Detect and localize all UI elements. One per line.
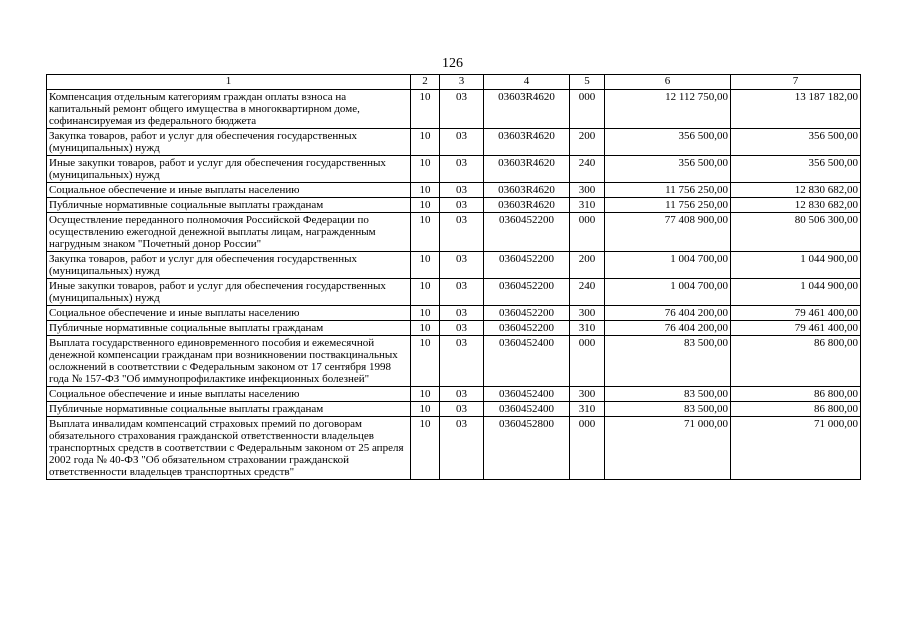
subsection-code-cell: 03 — [440, 279, 484, 306]
target-article-cell: 0360452200 — [484, 213, 570, 252]
amount-year1-cell: 11 756 250,00 — [605, 183, 731, 198]
row-name-cell: Выплата государственного единовременного пособия и ежемесячной денежной компенсации гражданам при возникновении поствакцинальных осложнений в соответствии с Федеральным законом от 17 сентября 1998 года № 157-ФЗ "Об иммунопрофилактике инфекционных болезней" — [47, 336, 411, 387]
amount-year2-cell: 79 461 400,00 — [731, 321, 861, 336]
target-article-cell: 03603R4620 — [484, 183, 570, 198]
table-row — [47, 417, 861, 480]
section-code-cell: 10 — [411, 417, 440, 480]
target-article-cell: 03603R4620 — [484, 156, 570, 183]
amount-year1-cell: 71 000,00 — [605, 417, 731, 480]
subsection-code-cell: 03 — [440, 129, 484, 156]
target-article-cell: 0360452200 — [484, 321, 570, 336]
expense-type-cell: 310 — [570, 321, 605, 336]
row-name-cell: Социальное обеспечение и иные выплаты населению — [47, 183, 411, 198]
row-name-cell: Публичные нормативные социальные выплаты гражданам — [47, 321, 411, 336]
table-row — [47, 336, 861, 387]
row-name-cell: Выплата инвалидам компенсаций страховых премий по договорам обязательного страхования гражданской ответственности владельцев транспортных средств в соответствии с Федеральным законом от 25 апреля 2002 года № 40-ФЗ "Об обязательном страховании гражданской ответственности владельцев транспортных средств" — [47, 417, 411, 480]
expense-type-cell: 300 — [570, 387, 605, 402]
amount-year2-cell: 356 500,00 — [731, 129, 861, 156]
amount-year2-cell: 356 500,00 — [731, 156, 861, 183]
amount-year2-cell: 13 187 182,00 — [731, 90, 861, 129]
table-row — [47, 213, 861, 252]
column-header: 3 — [440, 75, 484, 90]
row-name-cell: Компенсация отдельным категориям граждан оплаты взноса на капитальный ремонт общего имущества в многоквартирном доме, софинансируемая из федерального бюджета — [47, 90, 411, 129]
subsection-code-cell: 03 — [440, 183, 484, 198]
subsection-code-cell: 03 — [440, 252, 484, 279]
table-row — [47, 306, 861, 321]
amount-year2-cell: 1 044 900,00 — [731, 252, 861, 279]
expense-type-cell: 300 — [570, 306, 605, 321]
expense-type-cell: 000 — [570, 336, 605, 387]
subsection-code-cell: 03 — [440, 402, 484, 417]
subsection-code-cell: 03 — [440, 306, 484, 321]
section-code-cell: 10 — [411, 387, 440, 402]
row-name-cell: Публичные нормативные социальные выплаты гражданам — [47, 402, 411, 417]
target-article-cell: 0360452800 — [484, 417, 570, 480]
row-name-cell: Закупка товаров, работ и услуг для обеспечения государственных (муниципальных) нужд — [47, 129, 411, 156]
expense-type-cell: 200 — [570, 252, 605, 279]
table-row — [47, 252, 861, 279]
amount-year2-cell: 1 044 900,00 — [731, 279, 861, 306]
amount-year1-cell: 77 408 900,00 — [605, 213, 731, 252]
column-header: 5 — [570, 75, 605, 90]
table-row — [47, 198, 861, 213]
section-code-cell: 10 — [411, 336, 440, 387]
column-header: 1 — [47, 75, 411, 90]
column-header: 4 — [484, 75, 570, 90]
amount-year1-cell: 1 004 700,00 — [605, 279, 731, 306]
subsection-code-cell: 03 — [440, 336, 484, 387]
section-code-cell: 10 — [411, 306, 440, 321]
section-code-cell: 10 — [411, 156, 440, 183]
subsection-code-cell: 03 — [440, 198, 484, 213]
amount-year1-cell: 76 404 200,00 — [605, 306, 731, 321]
row-name-cell: Закупка товаров, работ и услуг для обеспечения государственных (муниципальных) нужд — [47, 252, 411, 279]
target-article-cell: 0360452400 — [484, 402, 570, 417]
amount-year1-cell: 356 500,00 — [605, 156, 731, 183]
row-name-cell: Социальное обеспечение и иные выплаты населению — [47, 306, 411, 321]
subsection-code-cell: 03 — [440, 417, 484, 480]
table-row — [47, 183, 861, 198]
section-code-cell: 10 — [411, 402, 440, 417]
section-code-cell: 10 — [411, 183, 440, 198]
amount-year2-cell: 71 000,00 — [731, 417, 861, 480]
expense-type-cell: 000 — [570, 417, 605, 480]
amount-year1-cell: 83 500,00 — [605, 402, 731, 417]
column-header: 2 — [411, 75, 440, 90]
table-row — [47, 156, 861, 183]
table-row — [47, 387, 861, 402]
row-name-cell: Иные закупки товаров, работ и услуг для обеспечения государственных (муниципальных) нужд — [47, 156, 411, 183]
table-row — [47, 129, 861, 156]
expense-type-cell: 310 — [570, 198, 605, 213]
column-number-row — [47, 75, 861, 90]
table-row — [47, 402, 861, 417]
subsection-code-cell: 03 — [440, 156, 484, 183]
subsection-code-cell: 03 — [440, 321, 484, 336]
amount-year1-cell: 11 756 250,00 — [605, 198, 731, 213]
amount-year2-cell: 86 800,00 — [731, 336, 861, 387]
row-name-cell: Иные закупки товаров, работ и услуг для обеспечения государственных (муниципальных) нужд — [47, 279, 411, 306]
expense-type-cell: 000 — [570, 213, 605, 252]
target-article-cell: 0360452400 — [484, 387, 570, 402]
amount-year1-cell: 83 500,00 — [605, 387, 731, 402]
target-article-cell: 0360452200 — [484, 252, 570, 279]
section-code-cell: 10 — [411, 252, 440, 279]
table-row — [47, 279, 861, 306]
amount-year2-cell: 79 461 400,00 — [731, 306, 861, 321]
target-article-cell: 03603R4620 — [484, 198, 570, 213]
section-code-cell: 10 — [411, 129, 440, 156]
expense-type-cell: 000 — [570, 90, 605, 129]
amount-year2-cell: 12 830 682,00 — [731, 198, 861, 213]
table-row — [47, 321, 861, 336]
amount-year1-cell: 76 404 200,00 — [605, 321, 731, 336]
amount-year2-cell: 80 506 300,00 — [731, 213, 861, 252]
amount-year2-cell: 86 800,00 — [731, 387, 861, 402]
section-code-cell: 10 — [411, 213, 440, 252]
expense-type-cell: 240 — [570, 156, 605, 183]
amount-year1-cell: 83 500,00 — [605, 336, 731, 387]
target-article-cell: 0360452400 — [484, 336, 570, 387]
target-article-cell: 0360452200 — [484, 306, 570, 321]
row-name-cell: Публичные нормативные социальные выплаты гражданам — [47, 198, 411, 213]
amount-year2-cell: 12 830 682,00 — [731, 183, 861, 198]
column-header: 6 — [605, 75, 731, 90]
row-name-cell: Социальное обеспечение и иные выплаты населению — [47, 387, 411, 402]
expense-type-cell: 240 — [570, 279, 605, 306]
target-article-cell: 03603R4620 — [484, 90, 570, 129]
subsection-code-cell: 03 — [440, 387, 484, 402]
row-name-cell: Осуществление переданного полномочия Российской Федерации по осуществлению ежегодной денежной выплаты лицам, награжденным нагрудным знаком "Почетный донор России" — [47, 213, 411, 252]
section-code-cell: 10 — [411, 198, 440, 213]
target-article-cell: 03603R4620 — [484, 129, 570, 156]
table-row — [47, 90, 861, 129]
column-header: 7 — [731, 75, 861, 90]
section-code-cell: 10 — [411, 90, 440, 129]
budget-table — [46, 74, 861, 480]
expense-type-cell: 200 — [570, 129, 605, 156]
expense-type-cell: 310 — [570, 402, 605, 417]
expense-type-cell: 300 — [570, 183, 605, 198]
amount-year1-cell: 1 004 700,00 — [605, 252, 731, 279]
page-number: 126 — [442, 56, 463, 71]
table-body — [47, 90, 861, 480]
subsection-code-cell: 03 — [440, 213, 484, 252]
amount-year1-cell: 356 500,00 — [605, 129, 731, 156]
section-code-cell: 10 — [411, 279, 440, 306]
target-article-cell: 0360452200 — [484, 279, 570, 306]
section-code-cell: 10 — [411, 321, 440, 336]
subsection-code-cell: 03 — [440, 90, 484, 129]
amount-year1-cell: 12 112 750,00 — [605, 90, 731, 129]
amount-year2-cell: 86 800,00 — [731, 402, 861, 417]
